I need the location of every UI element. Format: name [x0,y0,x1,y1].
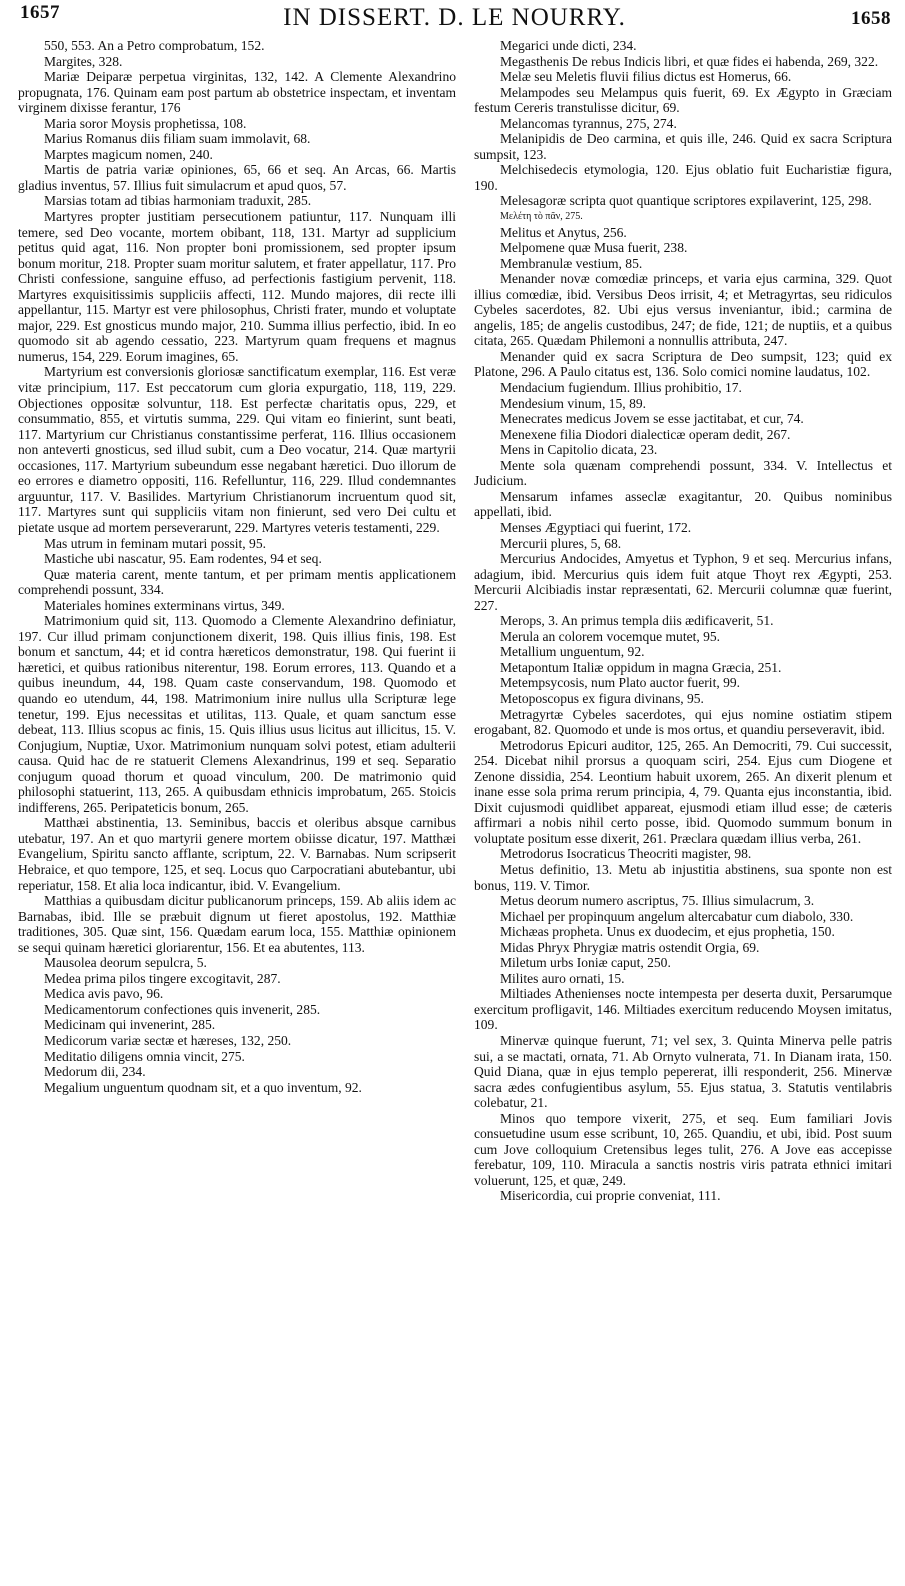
page-number-left: 1657 [20,2,60,23]
index-entry: Metapontum Italiæ oppidum in magna Græcia, 251. [500,659,782,675]
index-entry: Membranulæ vestium, 85. [500,255,643,271]
index-entry: Mens in Capitolio dicata, 23. [500,442,658,458]
index-entry: 550, 553. An a Petro comprobatum, 152. [44,38,265,53]
index-entry: Marptes magicum nomen, 240. [44,146,213,162]
index-entry: Mastiche ubi nascatur, 95. Eam rodentes, 94 et seq. [44,551,322,567]
index-entry: Medicamentorum confectiones quis invenerit, 285. [44,1001,321,1017]
index-entry: Menander quid ex sacra Scriptura de Deo sumpsit, 123; quid ex Platone, 296. A Paulo citatus est, 136. Solo comici nomine laudatus, 102. [474,348,892,380]
index-entry: Medea prima pilos tingere excogitavit, 287. [44,970,281,986]
running-header [18,2,891,42]
index-entry: Meditatio diligens omnia vincit, 275. [44,1048,245,1064]
index-entry: Mausolea deorum sepulcra, 5. [44,955,207,971]
index-entry: Medica avis pavo, 96. [44,986,164,1002]
index-entry: Metragyrtæ Cybeles sacerdotes, qui ejus nomine ostiatim stipem erogabant, 82. Quomodo et unde is mos ortus, et quandiu perseveravit, ibid. [474,706,892,738]
index-entry: Megarici unde dicti, 234. [500,38,637,53]
index-entry: Merula an colorem vocemque mutet, 95. [500,628,721,644]
index-entry: Melancomas tyrannus, 275, 274. [500,115,677,131]
index-entry: Menses Ægyptiaci qui fuerint, 172. [500,519,692,535]
index-entry: Menexene filia Diodori dialecticæ operam dedit, 267. [500,426,791,442]
index-entry: Medicinam qui invenerint, 285. [44,1017,216,1033]
index-entry: Medicorum variæ sectæ et hæreses, 132, 250. [44,1033,292,1048]
index-entry: Metallium unguentum, 92. [500,644,645,660]
index-entry: Minos quo tempore vixerit, 275, et seq. Eum familiari Jovis consuetudine usum esse scribunt, 10, 265. Quandiu, et ubi, ibid. Post suum cum Jove colloquium Cretensibus leges tulit, 276. A Jove eas accepisse ferebatur, 109, 110. Miracula a sanctis nostris viris patrata ethnici imitari voluerunt, 125, et quæ, 249. [474,1110,892,1188]
index-entry: Metoposcopus ex figura divinans, 95. [500,690,704,706]
index-entry: Miletum urbs Ioniæ caput, 250. [500,955,671,971]
index-entry: Metus deorum numero ascriptus, 75. Illius simulacrum, 3. [500,893,815,909]
index-entry: Melpomene quæ Musa fuerit, 238. [500,240,688,256]
index-entry: Μελέτη τὸ πᾶν, 275. [500,211,583,223]
index-entry: Mendacium fugiendum. Illius prohibitio, 17. [500,380,742,396]
right-column [474,38,892,1204]
index-entry: Melampodes seu Melampus quis fuerit, 69. Ex Ægypto in Græciam festum Cereris transtulisse dicitur, 69. [474,84,892,116]
index-entry: Mente sola quænam comprehendi possunt, 334. V. Intellectus et Judicium. [474,457,892,489]
index-entry: Melitus et Anytus, 256. [500,224,627,240]
index-entry: Martyres propter justitiam persecutionem patiuntur, 117. Nunquam illi temere, sed Deo vocante, mortem obibant, 118, 131. Martyr ad supplicium petitus quid agat, 116. Non propter boni promissionem, sed propter ipsum bonum moritur, 218. Propter suam moritur salutem, et frater appellatur, 117. Pro Christi confessione, sanguine effuso, ad perfectionis fastigium pervenit, 118. Martyres exquisitissimis suppliciis affecti, 112. Mundo majores, dii recte illi appellantur, 115. Martyr est vere philosophus, Christi frater, mundo et voluptate major, 229. Est gnosticus mundo major, 210. Summa illius perfectio, ibid. In eo quomodo sit ab agendo cessatio, 223. Martyrum quam frequens et magnus numerus, 154, 229. Eorum imagines, 65. [18,209,456,364]
left-column [18,38,456,1095]
index-entry: Metrodorus Isocraticus Theocriti magister, 98. [500,846,752,862]
index-entry: Melchisedecis etymologia, 120. Ejus oblatio fuit Eucharistiæ figura, 190. [474,162,892,193]
index-entry: Martyrium est conversionis gloriosæ sanctificatum exemplar, 116. Est veræ vitæ principium, 117. Est peccatorum cum gloria expurgatio, 118, 119, 229. Objectiones oppositæ solvuntur, 118. Est perfectæ charitatis opus, 229, et consummatio, 855, et virtutis summa, 229. Qui vitam eo finierint, sunt beati, 117. Martyrium cur Christianus constantissime perferat, 116. Illius occasionem non anteverti gnosticus, sed illud subit, cum a Deo vocatur, 214. Quæ martyrii occasiones, 117. Martyrium subeundum esse negabant hæretici. Duo illorum de eo errores e diametro oppositi, 116. Refelluntur, 116, 229. Illud condemnantes arguuntur, 117. V. Basilides. Martyrium Christianorum incruentum quod sit, 117. Martyres sunt qui suppliciis vitam non finierunt, sed vero Dei cultu et pietate usque ad mortem perseverarunt, 229. Martyres veteris testamenti, 229. [18,364,456,535]
index-entry: Matthæi abstinentia, 13. Seminibus, baccis et oleribus absque carnibus utebatur, 197. An et quo martyrii genere mortem obiisse dicatur, 197. Matthæi Evangelium, Spiritu sancto afflante, scriptum, 22. V. Barnabas. Num scripserit Hebraice, et quo tempore, 125, et seq. Locus quo Carpocratiani abutebantur, ubi reperiatur, 158. Et alia loca indicantur, ibid. V. Evangelium. [18,815,456,893]
index-entry: Midas Phryx Phrygiæ matris ostendit Orgia, 69. [500,939,760,955]
index-entry: Milites auro ornati, 15. [500,970,625,986]
index-entry: Michael per propinquum angelum altercabatur cum diabolo, 330. [500,908,854,924]
index-entry: Mas utrum in feminam mutari possit, 95. [44,535,266,551]
index-entry: Megalium unguentum quodnam sit, et a quo inventum, 92. [44,1079,362,1095]
index-entry: Marsias totam ad tibias harmoniam traduxit, 285. [44,193,312,209]
page-number-right: 1658 [851,8,891,29]
index-entry: Mendesium vinum, 15, 89. [500,395,646,411]
index-entry: Menecrates medicus Jovem se esse jactitabat, et cur, 74. [500,411,804,427]
index-entry: Mercurii plures, 5, 68. [500,535,622,551]
index-entry: Metrodorus Epicuri auditor, 125, 265. An Democriti, 79. Cui successit, 254. Dicebat nihil prorsus a quoquam sciri, 254. Ejus cum Diogene et Zenone dissidia, 254. Leontium habuit uxorem, 265. An dixerit plenum et inane esse sola prima rerum principia, 4, 79. Quanta ejus inconstantia, ibid. Dixit cujusmodi quidlibet appareat, ejusmodi etiam illud esse; de cæteris affirmari a nobis nihil certo posse, ibid. Quomodo summum bonum in voluptate positum esse dixerit, 261. Præclara quædam illius verba, 261. [474,737,892,846]
index-entry: Margites, 328. [44,53,123,69]
index-entry: Melesagoræ scripta quot quantique scriptores expilaverint, 125, 298. [500,193,872,209]
index-entry: Quæ materia carent, mente tantum, et per primam mentis applicationem comprehendi possunt, 334. [18,566,456,598]
index-entry: Mercurius Andocides, Amyetus et Typhon, 9 et seq. Mercurius infans, adagium, ibid. Mercurius quis idem fuit atque Thoyt rex Ægypti, 253. Mercurii Alcibiadis instar repræsentati, 62. Mercurii columnæ quæ fuerint, 227. [474,551,892,613]
index-entry: Miltiades Athenienses nocte intempesta per deserta duxit, Persarumque exercitum profligavit, 146. Miltiades exercitum reducendo Moysen imitatus, 109. [474,986,892,1033]
index-entry: Metempsycosis, num Plato auctor fuerit, 99. [500,675,741,691]
index-entry: Marius Romanus diis filiam suam immolavit, 68. [44,131,311,147]
index-entry: Metus definitio, 13. Metu ab injustitia abstinens, sua sponte non est bonus, 119. V. Timor. [474,861,892,893]
index-entry: Martis de patria variæ opiniones, 65, 66 et seq. An Arcas, 66. Martis gladius inventus, 57. Illius fuit simulacrum et apud quos, 57. [18,162,456,193]
index-entry: Matthias a quibusdam dicitur publicanorum princeps, 159. Ab aliis idem ac Barnabas, ibid. Ille se præbuit dignum ut fieret apostolus, 192. Matthiæ traditiones, 305. Quæ sint, 156. Quædam earum loca, 155. Matthiæ opinionem se sequi quinam hæretici gloriarentur, 156. Et ea abutentes, 113. [18,893,456,955]
index-entry: Melanipidis de Deo carmina, et quis ille, 246. Quid ex sacra Scriptura sumpsit, 123. [474,131,892,162]
index-entry: Minervæ quinque fuerunt, 71; vel sex, 3. Quinta Minerva pelle patris sui, a se mactati, ornata, 71. Ab Ornyto vulnerata, 71. In Dianam irata, 150. Quid Diana, quæ in ejus templo pepererat, illi responderit, 256. Minervæ sacra ædes confugientibus asylum, 55. Ejus statua, 3. Statutis ventilabris colebatur, 21. [474,1033,892,1111]
index-entry: Merops, 3. An primus templa diis ædificaverit, 51. [500,613,774,629]
index-entry: Megasthenis De rebus Indicis libri, et quæ fides ei habenda, 269, 322. [500,53,879,69]
index-entry: Melæ seu Meletis fluvii filius dictus est Homerus, 66. [500,69,792,85]
index-entry: Materiales homines exterminans virtus, 349. [44,597,285,613]
index-entry: Matrimonium quid sit, 113. Quomodo a Clemente Alexandrino definiatur, 197. Cur illud primam conjunctionem dixerit, 198. Quis illius finis, 198. Est bonum et sanctum, 44; et id contra hæreticos demonstratur, 198. Qui fuerint ii hæretici, et quibus rationibus niterentur, 198. Eorum errores, 113. Quando et a quibus ineundum, 44, 198. Quam caste conservandum, 198. Quomodo et quando eo utendum, 44, 198. Matrimonium inire nullus ulla Scripturæ lege tenetur, 199. Ejus necessitas et utilitas, 113. Quale, et quam sanctum esse debeat, 113. Illius scopus ac finis, 15. Quis illius usus licitus aut illicitus, 15. V. Conjugium, Nuptiæ, Uxor. Matrimonium nunquam solvi potest, etiam adulterii causa. Quid hac de re statuerit Clemens Alexandrinus, 199 et seq. Separatio conjugum quoad thorum et quoad vinculum, 200. De matrimonio quid philosophi statuerint, 113, 265. A quibusdam ethnicis improbatum, 265. Stoicis indifferens, 265. Peripateticis bonum, 265. [18,613,456,815]
index-entry: Mariæ Deiparæ perpetua virginitas, 132, 142. A Clemente Alexandrino propugnata, 176. Quinam eam post partum ab obstetrice inspectam, et inventam virginem dixisse ferantur, 176 [18,69,456,116]
index-entry: Menander novæ comœdiæ princeps, et varia ejus carmina, 329. Quot illius comœdiæ, ibid. Versibus Deos irrisit, 4; et Metragyrtas, seu ridiculos Cybeles sacerdotes, 82. Ubi ejus versus inveniantur, ibid.; carmina de angelis, 185; de angelis custodibus, 247; de fide, 121; de nuptiis, et a quibus citata, 265. Quædam Philemoni a nonnullis attributa, 247. [474,271,892,349]
index-entry: Maria soror Moysis prophetissa, 108. [44,115,247,131]
page-title: IN DISSERT. D. LE NOURRY. [283,4,626,31]
index-entry: Misericordia, cui proprie conveniat, 111. [500,1188,721,1204]
index-entry: Michæas propheta. Unus ex duodecim, et ejus prophetia, 150. [500,924,835,940]
index-entry: Medorum dii, 234. [44,1064,146,1080]
index-entry: Mensarum infames asseclæ exagitantur, 20. Quibus nominibus appellati, ibid. [474,488,892,520]
